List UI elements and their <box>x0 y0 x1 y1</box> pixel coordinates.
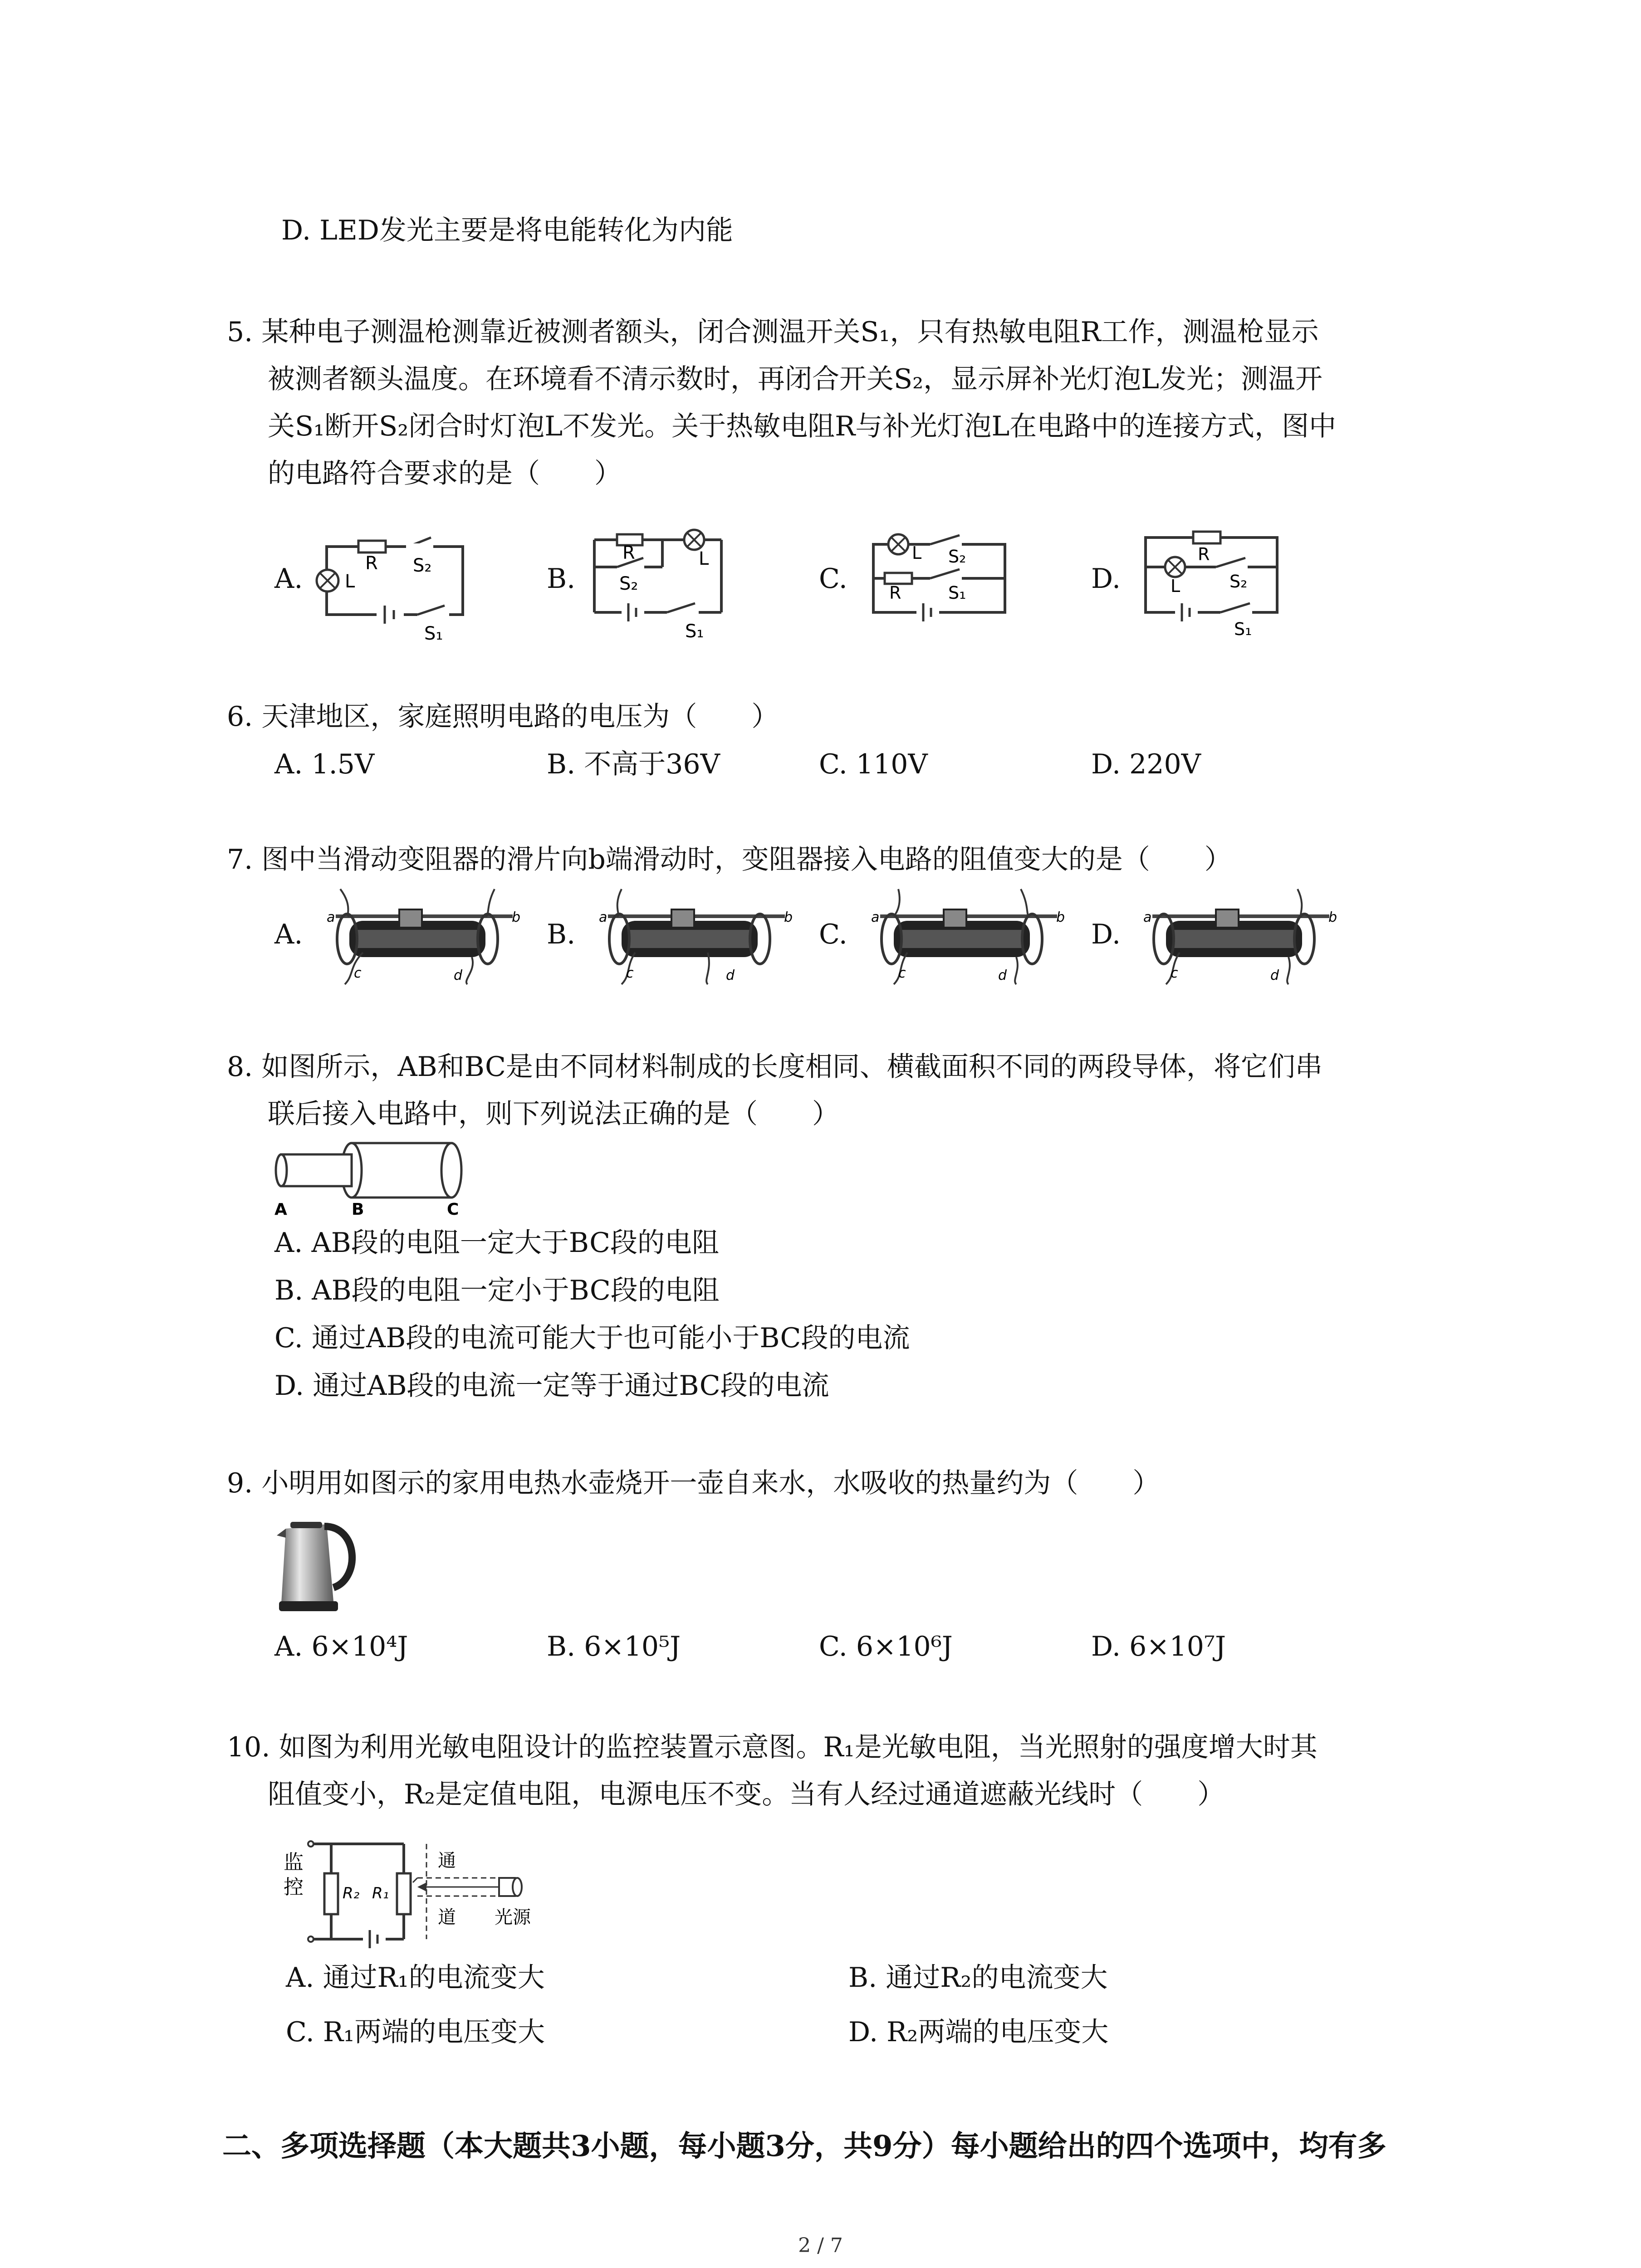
terminal-d: d <box>726 968 735 983</box>
q7-option-a[interactable]: A. <box>274 919 303 950</box>
label-passage-1: 通 <box>438 1850 456 1871</box>
q5-stem-line: 被测者额头温度。在环境看不清示数时，再闭合开关S₂，显示屏补光灯泡L发光；测温开 <box>268 363 1323 395</box>
label-r1: R₁ <box>372 1884 389 1902</box>
q5-option-b[interactable]: B. <box>547 563 576 595</box>
q7-option-b[interactable]: B. <box>547 919 576 950</box>
q4-option-d: D. LED发光主要是将电能转化为内能 <box>281 215 733 246</box>
resistor-r2-icon <box>324 1873 338 1914</box>
terminal-b: b <box>512 909 521 925</box>
q7-option-c[interactable]: C. <box>819 919 847 950</box>
q7-rheostat-a <box>322 889 522 984</box>
resistor-r1-icon <box>397 1873 411 1914</box>
q8-stem <box>227 1043 1446 1138</box>
q8-stem-line: 联后接入电路中，则下列说法正确的是（ ） <box>268 1098 839 1130</box>
q10-option-c[interactable]: C. R₁两端的电压变大 <box>286 2016 545 2048</box>
q9-option-c[interactable]: C. 6×10⁶J <box>819 1631 953 1662</box>
q6-option-b[interactable]: B. 不高于36V <box>547 748 720 780</box>
q10-monitor-circuit <box>281 1833 563 1955</box>
label-c: C <box>447 1200 459 1219</box>
q5-circuit-a <box>318 535 472 644</box>
q5-stem-line: 关S₁断开S₂闭合时灯泡L不发光。关于热敏电阻R与补光灯泡L在电路中的连接方式，图中 <box>268 411 1337 442</box>
q10-option-d[interactable]: D. R₂两端的电压变大 <box>848 2016 1109 2048</box>
label-s1: S₁ <box>948 583 966 603</box>
label-r: R <box>622 543 635 563</box>
terminal-c: c <box>354 965 362 981</box>
terminal-b: b <box>1328 909 1337 925</box>
q7-stem: 7. 图中当滑动变阻器的滑片向b端滑动时，变阻器接入电路的阻值变大的是（ ） <box>227 844 1232 875</box>
q8-option-b[interactable]: B. AB段的电阻一定小于BC段的电阻 <box>274 1275 720 1306</box>
label-r: R <box>889 583 901 603</box>
label-s1: S₁ <box>424 623 443 644</box>
q5-stem-line: 的电路符合要求的是（ ） <box>268 458 622 489</box>
q6-stem: 6. 天津地区，家庭照明电路的电压为（ ） <box>227 701 779 733</box>
label-light-source: 光源 <box>495 1907 531 1928</box>
terminal-a: a <box>1143 909 1152 925</box>
q5-stem-line: 5. 某种电子测温枪测靠近被测者额头，闭合测温开关S₁，只有热敏电阻R工作，测温枪显示 <box>227 316 1319 348</box>
q8-option-a[interactable]: A. AB段的电阻一定大于BC段的电阻 <box>274 1227 720 1259</box>
terminal-d: d <box>998 968 1007 983</box>
q10-option-a[interactable]: A. 通过R₁的电流变大 <box>286 1962 545 1994</box>
terminal-b: b <box>784 909 793 925</box>
terminal-d: d <box>454 968 463 983</box>
q5-option-a[interactable]: A. <box>274 563 303 595</box>
label-s2: S₂ <box>1230 572 1248 591</box>
q10-stem-line: 阻值变小，R₂是定值电阻，电源电压不变。当有人经过通道遮蔽光线时（ ） <box>268 1779 1225 1810</box>
label-s1: S₁ <box>685 621 704 642</box>
q5-circuit-b <box>590 531 726 642</box>
q5-option-d[interactable]: D. <box>1091 563 1121 595</box>
terminal-c: c <box>626 965 634 981</box>
q8-option-d[interactable]: D. 通过AB段的电流一定等于通过BC段的电流 <box>274 1370 829 1402</box>
q8-stem-line: 8. 如图所示，AB和BC是由不同材料制成的长度相同、横截面积不同的两段导体，将它们串 <box>227 1051 1323 1083</box>
label-r: R <box>365 553 378 574</box>
section-2-heading: 二、多项选择题（本大题共3小题，每小题3分，共9分）每小题给出的四个选项中，均有多 <box>222 2129 1386 2163</box>
label-monitor-1: 监 <box>284 1851 304 1874</box>
q5-circuit-d <box>1139 526 1284 639</box>
terminal-c: c <box>898 965 906 981</box>
label-r: R <box>1198 544 1210 564</box>
q6-option-c[interactable]: C. 110V <box>819 748 928 780</box>
terminal-a: a <box>327 909 335 925</box>
label-s1: S₁ <box>1234 619 1252 639</box>
label-l: L <box>912 543 922 563</box>
label-l: L <box>345 571 355 592</box>
q5-option-c[interactable]: C. <box>819 563 847 595</box>
label-a: A <box>274 1200 287 1219</box>
terminal-d: d <box>1270 968 1279 983</box>
q9-stem: 9. 小明用如图示的家用电热水壶烧开一壶自来水，水吸收的热量约为（ ） <box>227 1467 1160 1499</box>
q8-conductor-figure <box>270 1139 479 1219</box>
resistor-icon <box>885 573 912 584</box>
label-monitor-2: 控 <box>284 1876 304 1899</box>
label-s2: S₂ <box>619 573 638 594</box>
terminal-c: c <box>1171 965 1178 981</box>
light-arrow-icon <box>417 1882 426 1892</box>
label-r2: R₂ <box>343 1884 360 1902</box>
terminal-a: a <box>871 909 880 925</box>
q9-option-d[interactable]: D. 6×10⁷J <box>1091 1631 1226 1662</box>
q7-option-d[interactable]: D. <box>1091 919 1121 950</box>
q6-option-d[interactable]: D. 220V <box>1091 748 1201 780</box>
q7-rheostat-b <box>594 889 794 984</box>
terminal-b: b <box>1056 909 1065 925</box>
label-l: L <box>1171 576 1181 596</box>
resistor-icon <box>1193 532 1220 543</box>
electric-kettle-icon <box>272 1510 363 1615</box>
q7-rheostat-c <box>867 889 1066 984</box>
q9-option-a[interactable]: A. 6×10⁴J <box>274 1631 408 1662</box>
resistor-icon <box>358 541 386 552</box>
terminal-a: a <box>599 909 607 925</box>
label-passage-2: 道 <box>438 1907 456 1928</box>
q6-option-a[interactable]: A. 1.5V <box>274 748 375 780</box>
q10-stem <box>227 1724 1446 1818</box>
page-number: 2 / 7 <box>798 2234 843 2257</box>
q5-circuit-c <box>867 531 1012 621</box>
q8-option-c[interactable]: C. 通过AB段的电流可能大于也可能小于BC段的电流 <box>274 1322 910 1354</box>
q10-stem-line: 10. 如图为利用光敏电阻设计的监控装置示意图。R₁是光敏电阻，当光照射的强度增大时其 <box>227 1731 1318 1763</box>
q9-option-b[interactable]: B. 6×10⁵J <box>547 1631 681 1662</box>
q5-stem <box>227 308 1446 497</box>
label-l: L <box>699 548 709 569</box>
label-b: B <box>352 1200 364 1219</box>
q7-rheostat-d <box>1139 889 1338 984</box>
q10-option-b[interactable]: B. 通过R₂的电流变大 <box>848 1962 1108 1994</box>
label-s2: S₂ <box>413 555 432 576</box>
label-s2: S₂ <box>948 547 966 567</box>
